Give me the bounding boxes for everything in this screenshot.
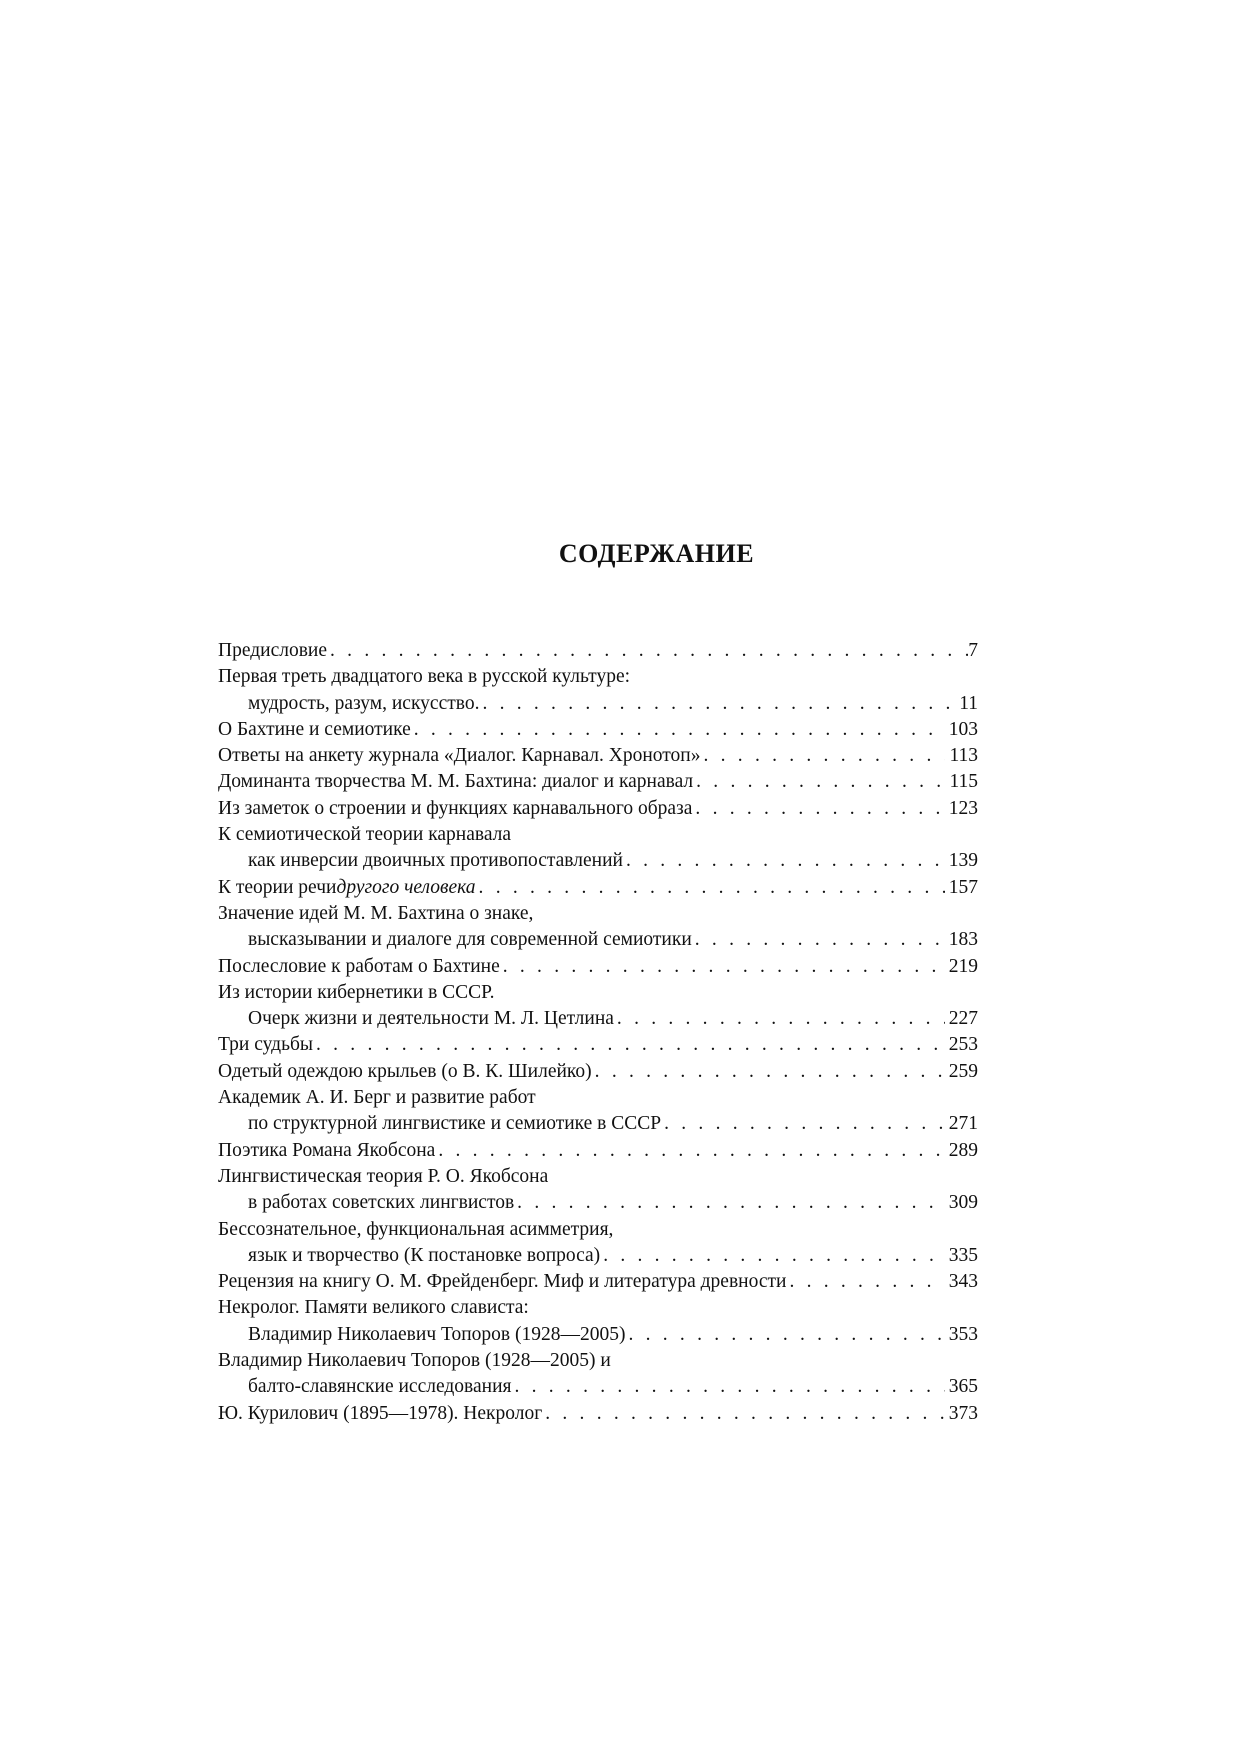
toc-page-number: 253 bbox=[948, 1034, 978, 1056]
toc-page-number: 335 bbox=[948, 1244, 978, 1266]
toc-leader-dots bbox=[316, 1032, 945, 1058]
toc-page-number: 11 bbox=[959, 692, 978, 714]
toc-leader-dots bbox=[503, 954, 945, 980]
toc-leader-dots bbox=[789, 1269, 944, 1295]
toc-page-number: 227 bbox=[948, 1008, 978, 1030]
toc-entry-title: Послесловие к работам о Бахтине bbox=[218, 955, 500, 977]
toc-leader-dots bbox=[696, 769, 945, 795]
toc-leader-dots bbox=[545, 1401, 945, 1427]
toc-page-number: 115 bbox=[949, 771, 978, 793]
toc-leader-dots bbox=[695, 796, 944, 822]
toc-leader-dots bbox=[628, 1322, 944, 1348]
toc-entry-line bbox=[218, 822, 978, 848]
toc-entry-line bbox=[218, 1085, 978, 1111]
toc-page-number: 113 bbox=[949, 745, 978, 767]
toc-entry bbox=[218, 1138, 978, 1164]
toc-entry-title: язык и творчество (К постановке вопроса) bbox=[248, 1244, 601, 1266]
toc-entry-title: Первая треть двадцатого века в русской культуре: bbox=[218, 666, 631, 688]
toc-leader-dots bbox=[595, 1059, 945, 1085]
toc-entry-line bbox=[218, 901, 978, 927]
toc-entry-title: Предисловие bbox=[218, 640, 328, 661]
toc-entry-title: в работах советских лингвистов bbox=[248, 1192, 515, 1214]
toc-page-number: 365 bbox=[948, 1376, 978, 1398]
toc-entry bbox=[218, 927, 978, 953]
toc-page-number: 123 bbox=[948, 797, 978, 819]
toc-leader-dots bbox=[479, 875, 945, 901]
toc-entry bbox=[218, 743, 978, 769]
table-of-contents bbox=[218, 638, 978, 1427]
toc-leader-dots bbox=[617, 1006, 945, 1032]
toc-entry-title: К семиотической теории карнавала bbox=[218, 824, 512, 846]
toc-entry-line bbox=[218, 980, 978, 1006]
toc-entry-title: Владимир Николаевич Топоров (1928—2005) bbox=[248, 1323, 626, 1345]
toc-leader-dots bbox=[414, 717, 945, 743]
toc-page-number: 373 bbox=[948, 1402, 978, 1424]
toc-entry-title: Поэтика Романа Якобсона bbox=[218, 1139, 436, 1161]
toc-entry bbox=[218, 1111, 978, 1137]
toc-page-number: 157 bbox=[948, 876, 978, 898]
toc-entry-title: балто-славянские исследования bbox=[248, 1376, 512, 1398]
toc-entry-line bbox=[218, 664, 978, 690]
toc-entry-title: по структурной лингвистике и семиотике в СССР bbox=[248, 1113, 662, 1135]
toc-page-number: 353 bbox=[948, 1323, 978, 1345]
toc-entry-title: Бессознательное, функциональная асимметрия, bbox=[218, 1218, 614, 1240]
toc-entry bbox=[218, 954, 978, 980]
toc-entry-title: Значение идей М. М. Бахтина о знаке, bbox=[218, 902, 534, 924]
toc-page-number: 219 bbox=[948, 955, 978, 977]
toc-entry-line bbox=[218, 1164, 978, 1190]
toc-entry bbox=[218, 1059, 978, 1085]
toc-entry bbox=[218, 1190, 978, 1216]
toc-entry-title: Ю. Курилович (1895—1978). Некролог bbox=[218, 1402, 543, 1424]
toc-entry bbox=[218, 796, 978, 822]
toc-entry bbox=[218, 638, 978, 664]
toc-entry-title: как инверсии двоичных противопоставлений bbox=[248, 850, 623, 872]
toc-entry-title: Ответы на анкету журнала «Диалог. Карнавал. Хронотоп» bbox=[218, 745, 701, 767]
toc-leader-dots bbox=[438, 1138, 944, 1164]
toc-page-number: 309 bbox=[948, 1192, 978, 1214]
toc-entry-title: Очерк жизни и деятельности М. Л. Цетлина bbox=[248, 1008, 614, 1030]
toc-entry bbox=[218, 875, 978, 901]
toc-leader-dots bbox=[603, 1243, 945, 1269]
toc-entry bbox=[218, 1243, 978, 1269]
toc-entry bbox=[218, 1269, 978, 1295]
toc-entry-title: Доминанта творчества М. М. Бахтина: диалог и карнавал bbox=[218, 771, 694, 793]
toc-leader-dots bbox=[330, 638, 968, 664]
toc-page-number: 271 bbox=[948, 1113, 978, 1135]
toc-entry-title: Лингвистическая теория Р. О. Якобсона bbox=[218, 1165, 549, 1187]
toc-leader-dots bbox=[482, 691, 955, 717]
toc-entry-line bbox=[218, 1217, 978, 1243]
toc-leader-dots bbox=[664, 1111, 945, 1137]
toc-entry-title-italic: другого человека bbox=[336, 876, 476, 898]
toc-entry bbox=[218, 1401, 978, 1427]
toc-entry-title: К теории речи bbox=[218, 876, 337, 898]
toc-leader-dots bbox=[695, 927, 945, 953]
toc-leader-dots bbox=[517, 1190, 945, 1216]
toc-entry bbox=[218, 691, 978, 717]
toc-entry-line bbox=[218, 1295, 978, 1321]
toc-entry bbox=[218, 1006, 978, 1032]
toc-entry-title: О Бахтине и семиотике bbox=[218, 718, 411, 740]
toc-entry bbox=[218, 848, 978, 874]
toc-entry bbox=[218, 717, 978, 743]
toc-page-number: 7 bbox=[968, 640, 978, 661]
toc-leader-dots bbox=[626, 848, 945, 874]
toc-entry bbox=[218, 1322, 978, 1348]
toc-entry bbox=[218, 769, 978, 795]
toc-entry-title: Одетый одеждою крыльев (о В. К. Шилейко) bbox=[218, 1060, 592, 1082]
toc-leader-dots bbox=[514, 1374, 944, 1400]
toc-entry bbox=[218, 1032, 978, 1058]
toc-entry-line bbox=[218, 1348, 978, 1374]
page-title: СОДЕРЖАНИЕ bbox=[558, 539, 755, 568]
toc-entry-title: мудрость, разум, искусство. bbox=[248, 692, 480, 714]
toc-entry-title: Некролог. Памяти великого слависта: bbox=[218, 1297, 529, 1319]
toc-page-number: 183 bbox=[948, 929, 978, 951]
toc-page-number: 343 bbox=[948, 1271, 978, 1293]
toc-entry-title: Академик А. И. Берг и развитие работ bbox=[218, 1087, 536, 1109]
toc-entry bbox=[218, 1374, 978, 1400]
toc-page-number: 259 bbox=[948, 1060, 978, 1082]
toc-entry-title: высказывании и диалоге для современной семиотики bbox=[248, 929, 692, 951]
toc-page-number: 139 bbox=[948, 850, 978, 872]
toc-entry-title: Рецензия на книгу О. М. Фрейденберг. Миф и литература древности bbox=[218, 1271, 787, 1293]
toc-leader-dots bbox=[704, 743, 946, 769]
toc-entry-title: Три судьбы bbox=[218, 1034, 313, 1056]
toc-page-number: 289 bbox=[948, 1139, 978, 1161]
toc-entry-title: Из заметок о строении и функциях карнавального образа bbox=[218, 797, 693, 819]
toc-page-number: 103 bbox=[948, 718, 978, 740]
toc-entry-title: Владимир Николаевич Топоров (1928—2005) и bbox=[218, 1350, 611, 1372]
toc-entry-title: Из истории кибернетики в СССР. bbox=[218, 981, 495, 1003]
